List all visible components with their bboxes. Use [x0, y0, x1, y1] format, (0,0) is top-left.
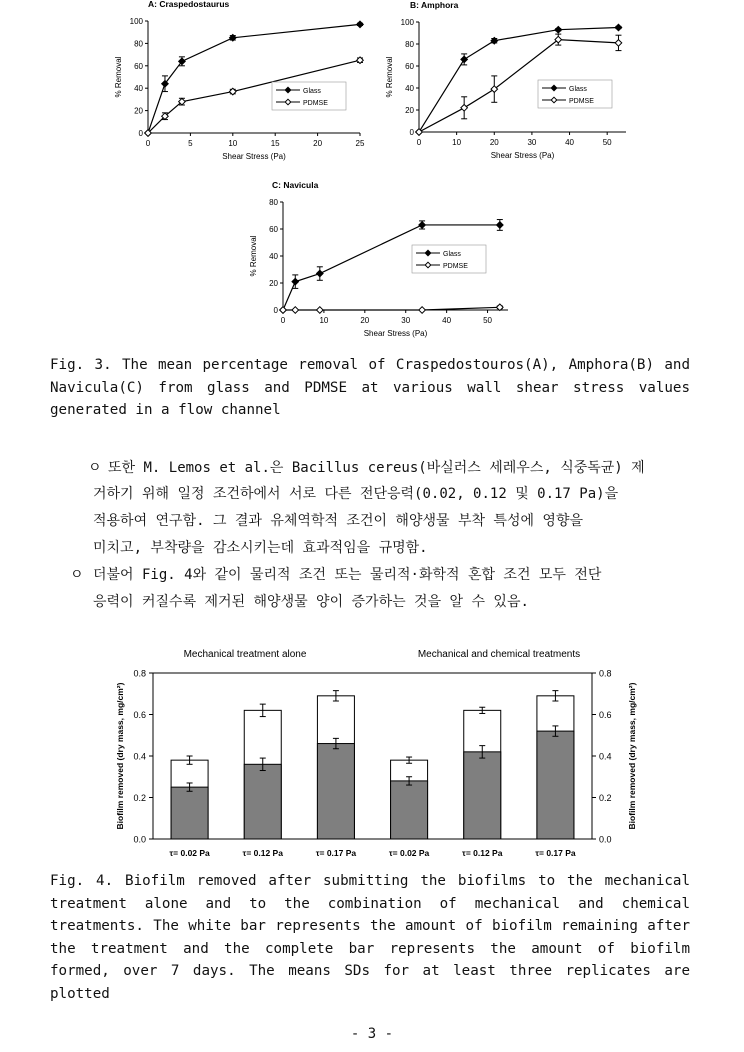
y-tick-label: 0	[409, 128, 414, 137]
category-label: τ= 0.12 Pa	[462, 848, 503, 858]
x-tick-label: 20	[360, 316, 370, 325]
bullet-1-line-2: 거하기 위해 일정 조건하에서 서로 다른 전단응력(0.02, 0.12 및 0.17 Pa)을	[93, 486, 619, 502]
right-y-tick-label: 0.0	[599, 834, 612, 845]
data-point	[419, 222, 426, 229]
legend-label: PDMSE	[569, 98, 594, 105]
x-tick-label: 10	[452, 138, 462, 147]
series-pdmse	[280, 304, 503, 313]
bar-removed	[464, 752, 501, 839]
category-label: τ= 0.17 Pa	[315, 848, 357, 858]
data-point	[555, 26, 562, 33]
y-tick-label: 60	[134, 61, 143, 71]
bar-group-0	[171, 756, 208, 839]
x-tick-label: 10	[228, 139, 238, 148]
data-point	[497, 222, 504, 229]
right-y-tick-label: 0.4	[599, 751, 612, 762]
y-axis-label: % Removal	[385, 56, 394, 98]
page-number: - 3 -	[350, 1026, 394, 1042]
bullet-1-line-3: 적용하여 연구함. 그 결과 유체역학적 조건이 해양생물 부착 특성에 영향을	[93, 513, 584, 529]
y-tick-label: 40	[405, 84, 414, 93]
y-tick-label: 40	[134, 84, 143, 94]
x-tick-label: 40	[565, 138, 574, 147]
data-point	[292, 307, 299, 314]
y-axis-label: % Removal	[114, 56, 123, 98]
x-tick-label: 40	[442, 316, 452, 325]
data-point	[317, 307, 324, 314]
data-point	[416, 129, 423, 136]
panel-title: B: Amphora	[410, 0, 459, 10]
x-tick-label: 50	[602, 138, 612, 147]
category-label: τ= 0.12 Pa	[242, 848, 283, 858]
y-tick-label: 20	[134, 106, 143, 116]
x-tick-label: 20	[489, 138, 499, 147]
data-point	[615, 24, 622, 31]
y-tick-label: 80	[269, 198, 278, 207]
panel-title: A: Craspedostaurus	[148, 0, 230, 9]
bar-group-1	[244, 704, 281, 839]
y-tick-label: 80	[134, 39, 143, 49]
x-axis-label: Shear Stress (Pa)	[363, 329, 428, 338]
y-tick-label: 0	[138, 129, 143, 138]
fig3-panel-2	[249, 180, 508, 338]
legend	[538, 80, 612, 108]
plot-frame	[153, 673, 592, 839]
bullet-2-marker: ㅇ	[70, 567, 84, 583]
bullet-2-line-1: 더불어 Fig. 4와 같이 물리적 조건 또는 물리적·화학적 혼합 조건 모두 전단	[93, 567, 602, 583]
right-y-tick-label: 0.2	[599, 793, 612, 803]
x-tick-label: 5	[188, 139, 193, 148]
bullet-1-marker: ㅇ	[88, 460, 102, 476]
fig3-panel-0	[114, 0, 365, 161]
x-tick-label: 25	[355, 139, 365, 148]
x-tick-label: 10	[319, 316, 329, 325]
right-y-tick-label: 0.6	[599, 710, 612, 720]
panel-title: C: Navicula	[272, 180, 319, 190]
legend-label: PDMSE	[303, 100, 328, 107]
y-tick-label: 100	[129, 17, 143, 26]
y-tick-label: 40	[269, 252, 278, 261]
bullet-1-line-1: 또한 M. Lemos et al.은 Bacillus cereus(바실러스 세레우스, 식중독균) 제	[108, 460, 645, 476]
data-point	[317, 270, 324, 277]
left-y-tick-label: 0.4	[133, 751, 146, 762]
x-tick-label: 50	[483, 316, 492, 325]
category-label: τ= 0.02 Pa	[388, 848, 430, 858]
y-axis-label: % Removal	[249, 235, 258, 277]
x-tick-label: 0	[280, 316, 286, 325]
left-y-axis-label: Biofilm removed (dry mass, mg/cm²)	[115, 682, 125, 830]
x-tick-label: 15	[270, 139, 280, 148]
y-tick-label: 60	[405, 62, 414, 71]
series-line	[148, 24, 360, 133]
y-tick-label: 60	[269, 225, 278, 234]
bar-group-5	[537, 691, 574, 839]
legend-label: Glass	[303, 88, 321, 95]
y-tick-label: 0	[273, 306, 278, 315]
x-axis-label: Shear Stress (Pa)	[490, 151, 555, 160]
right-y-axis-label: Biofilm removed (dry mass, mg/cm²)	[627, 682, 637, 830]
bullet-1-line-4: 미치고, 부착량을 감소시키는데 효과적임을 규명함.	[93, 540, 428, 556]
x-tick-label: 30	[527, 138, 537, 147]
legend-label: PDMSE	[443, 263, 468, 270]
series-glass	[145, 21, 364, 136]
left-y-tick-label: 0.2	[133, 793, 146, 803]
legend-label: Glass	[443, 251, 461, 258]
group-title-mechanical-chemical: Mechanical and chemical treatments	[417, 649, 581, 660]
bar-removed	[171, 787, 208, 839]
y-tick-label: 100	[400, 18, 414, 27]
left-y-tick-label: 0.0	[133, 834, 146, 845]
category-label: τ= 0.02 Pa	[169, 848, 210, 858]
x-tick-label: 20	[313, 139, 323, 148]
data-point	[461, 56, 468, 63]
x-tick-label: 0	[416, 138, 422, 147]
figure-3	[0, 0, 744, 345]
bar-group-2	[317, 691, 354, 839]
legend	[412, 245, 486, 273]
bar-removed	[317, 744, 354, 839]
y-tick-label: 20	[269, 279, 278, 288]
data-point	[357, 21, 364, 28]
legend	[272, 82, 346, 110]
fig3-panel-1	[385, 0, 626, 160]
category-label: τ= 0.17 Pa	[535, 848, 576, 858]
data-point	[292, 278, 299, 285]
right-y-tick-label: 0.8	[599, 668, 612, 679]
figure-4-caption: Fig. 4. Biofilm removed after submitting the biofilms to the mechanical treatment alone and to the combination of mechanical and chemical treatments. The white bar represents the amount of biofilm remaining after the treatment and the complete bar represents the amount of biofilm formed, over 7 days. The means SDs for at least three replicates are plotted	[50, 873, 690, 1002]
data-point	[615, 40, 622, 47]
figure-3-caption: Fig. 3. The mean percentage removal of Craspedostouros(A), Amphora(B) and Navicula(C) from glass and PDMSE at various wall shear stress values generated in a flow channel	[50, 357, 690, 419]
data-point	[280, 307, 287, 314]
x-axis-label: Shear Stress (Pa)	[222, 152, 286, 161]
x-tick-label: 30	[401, 316, 411, 325]
bar-removed	[244, 764, 281, 839]
data-point	[419, 307, 426, 314]
bar-group-3	[391, 757, 428, 839]
bar-group-4	[464, 707, 501, 839]
legend-label: Glass	[569, 86, 587, 93]
group-title-mechanical: Mechanical treatment alone	[183, 649, 307, 660]
bar-removed	[537, 731, 574, 839]
left-y-tick-label: 0.8	[133, 668, 146, 679]
bullet-2-line-2: 응력이 커질수록 제거된 해양생물 양이 증가하는 것을 알 수 있음.	[93, 594, 529, 610]
x-tick-label: 0	[145, 139, 151, 148]
y-tick-label: 80	[405, 40, 414, 49]
left-y-tick-label: 0.6	[133, 710, 146, 720]
y-tick-label: 20	[405, 106, 414, 115]
bar-removed	[391, 781, 428, 839]
figure-4	[0, 638, 744, 868]
data-point	[461, 105, 468, 112]
